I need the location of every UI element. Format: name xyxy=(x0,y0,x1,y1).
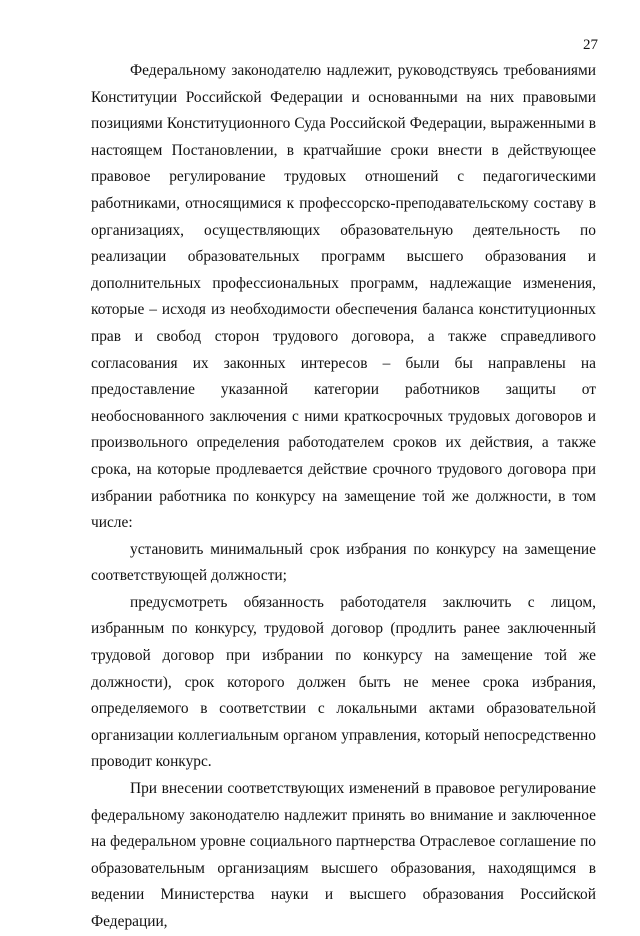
paragraph-employer-obligation: предусмотреть обязанность работодателя заключить с лицом, избранным по конкурсу, трудовой договор (продлить ранее заключенный трудовой договор при избрании по конкурсу на замещение той же должности), срок которого должен быть не менее срока избрания, определяемого в соответствии с локальными актами образовательной организации коллегиальным органом управления, который непосредственно проводит конкурс. xyxy=(91,593,596,771)
paragraph-industry-agreement: При внесении соответствующих изменений в правовое регулирование федеральному законодателю надлежит принять во внимание и заключенное на федеральном уровне социального партнерства Отраслевое соглашение по образовательным организациям высшего образования, находящимся в ведении Министерства науки и высшего образования Российской Федерации, xyxy=(91,780,596,930)
paragraph-legislator-duty: Федеральному законодателю надлежит, руководствуясь требованиями Конституции Российской Федерации и основанными на них правовыми позициями Конституционного Суда Российской Федерации, выраженными в настоящем Постановлении, в кратчайшие сроки внести в действующее правовое регулирование трудовых отношений с педагогическими работниками, относящимися к профессорско-преподавательскому составу в организациях, осуществляющих образовательную деятельность по реализации образовательных программ высшего образования и дополнительных профессиональных программ, надлежащие изменения, которые – исходя из необходимости обеспечения баланса конституционных прав и свобод сторон трудового договора, а также справедливого согласования их законных интересов – были бы направлены на предоставление указанной категории работников защиты от необоснованного заключения с ними краткосрочных трудовых договоров и произвольного определения работодателем сроков их действия, а также срока, на которые продлевается действие срочного трудового договора при избрании работника по конкурсу на замещение той же должности, в том числе: xyxy=(91,62,596,532)
paragraph-minimum-term: установить минимальный срок избрания по конкурсу на замещение соответствующей должности; xyxy=(91,540,596,585)
page-number: 27 xyxy=(583,37,598,53)
document-body xyxy=(91,58,596,936)
